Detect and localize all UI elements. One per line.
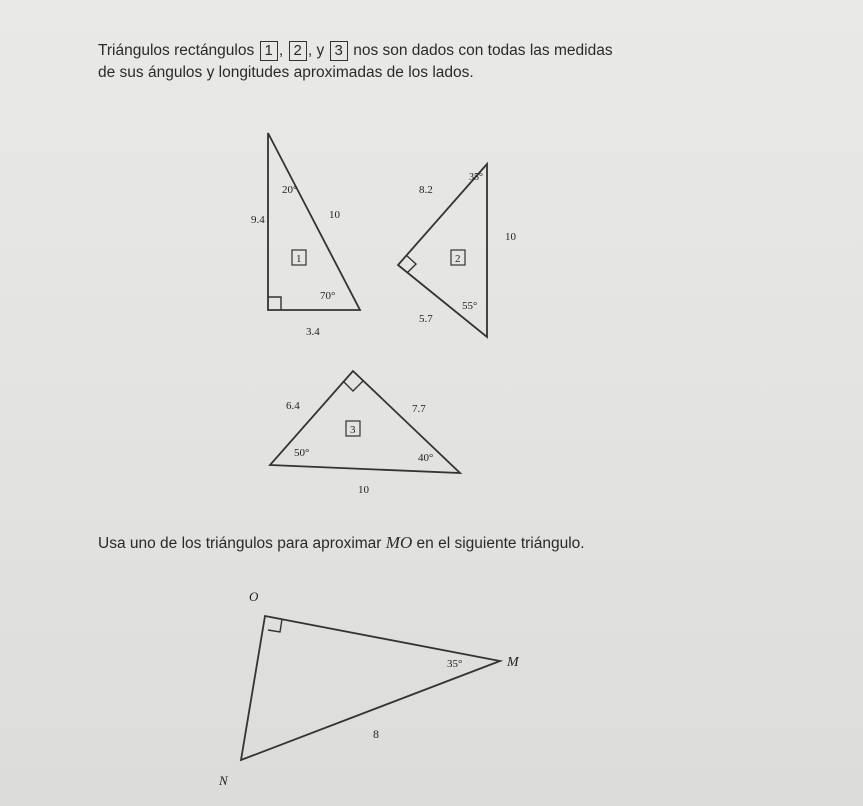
question-text (98, 533, 718, 553)
triangle-2-side-right: 10 (505, 231, 516, 243)
triangle-3-side-right: 7.7 (412, 403, 426, 415)
triangle-ref-1: 1 (260, 41, 278, 61)
triangle-1-shape (268, 133, 360, 310)
triangle-3-label: 3 (350, 424, 356, 436)
triangle-ref-2: 2 (289, 41, 307, 61)
triangle-2-label: 2 (455, 253, 461, 265)
question-segment: MO (385, 533, 413, 552)
triangle-3-side-bottom: 10 (358, 484, 369, 496)
triangle-1-side-hyp: 10 (329, 209, 340, 221)
triangle-3-angle-right: 40° (418, 452, 434, 464)
triangle-2-side-lower: 5.7 (419, 313, 433, 325)
intro-sep2: , y (307, 42, 325, 59)
target-side-nm: 8 (373, 727, 379, 741)
triangle-1-side-left: 9.4 (251, 214, 265, 226)
intro-part2: nos son dados con todas las medidas (353, 42, 613, 59)
target-triangle-shape (241, 616, 500, 760)
triangle-2 (398, 164, 517, 337)
intro-sep1: , (278, 42, 284, 59)
target-right-angle-mark (268, 619, 282, 632)
triangle-2-angle-bottom: 55° (462, 300, 478, 312)
question-part1: Usa uno de los triángulos para aproximar (98, 535, 382, 552)
target-angle-m: 35° (447, 658, 463, 670)
intro-line2: de sus ángulos y longitudes aproximadas de los lados. (98, 64, 474, 81)
triangle-1 (251, 133, 360, 338)
triangle-2-angle-top: 35° (469, 172, 483, 183)
triangle-ref-3: 3 (330, 41, 348, 61)
triangle-1-angle-bottom: 70° (320, 290, 336, 302)
triangle-1-side-bottom: 3.4 (306, 326, 320, 338)
triangle-1-angle-top: 20° (282, 184, 298, 196)
target-triangle (218, 589, 520, 788)
triangle-2-side-upper: 8.2 (419, 184, 433, 196)
triangle-3 (270, 371, 460, 496)
question-part2: en el siguiente triángulo. (416, 535, 585, 552)
triangle-3-right-angle-mark (343, 381, 363, 391)
triangle-2-right-angle-mark (406, 255, 416, 273)
vertex-o: O (249, 589, 259, 604)
vertex-m: M (507, 655, 519, 670)
triangle-1-right-angle-mark (268, 297, 281, 310)
triangle-3-angle-left: 50° (294, 447, 310, 459)
triangle-3-side-left: 6.4 (286, 400, 300, 412)
intro-part1: Triángulos rectángulos (98, 42, 255, 59)
triangle-1-label: 1 (296, 253, 302, 265)
vertex-n: N (219, 773, 228, 788)
